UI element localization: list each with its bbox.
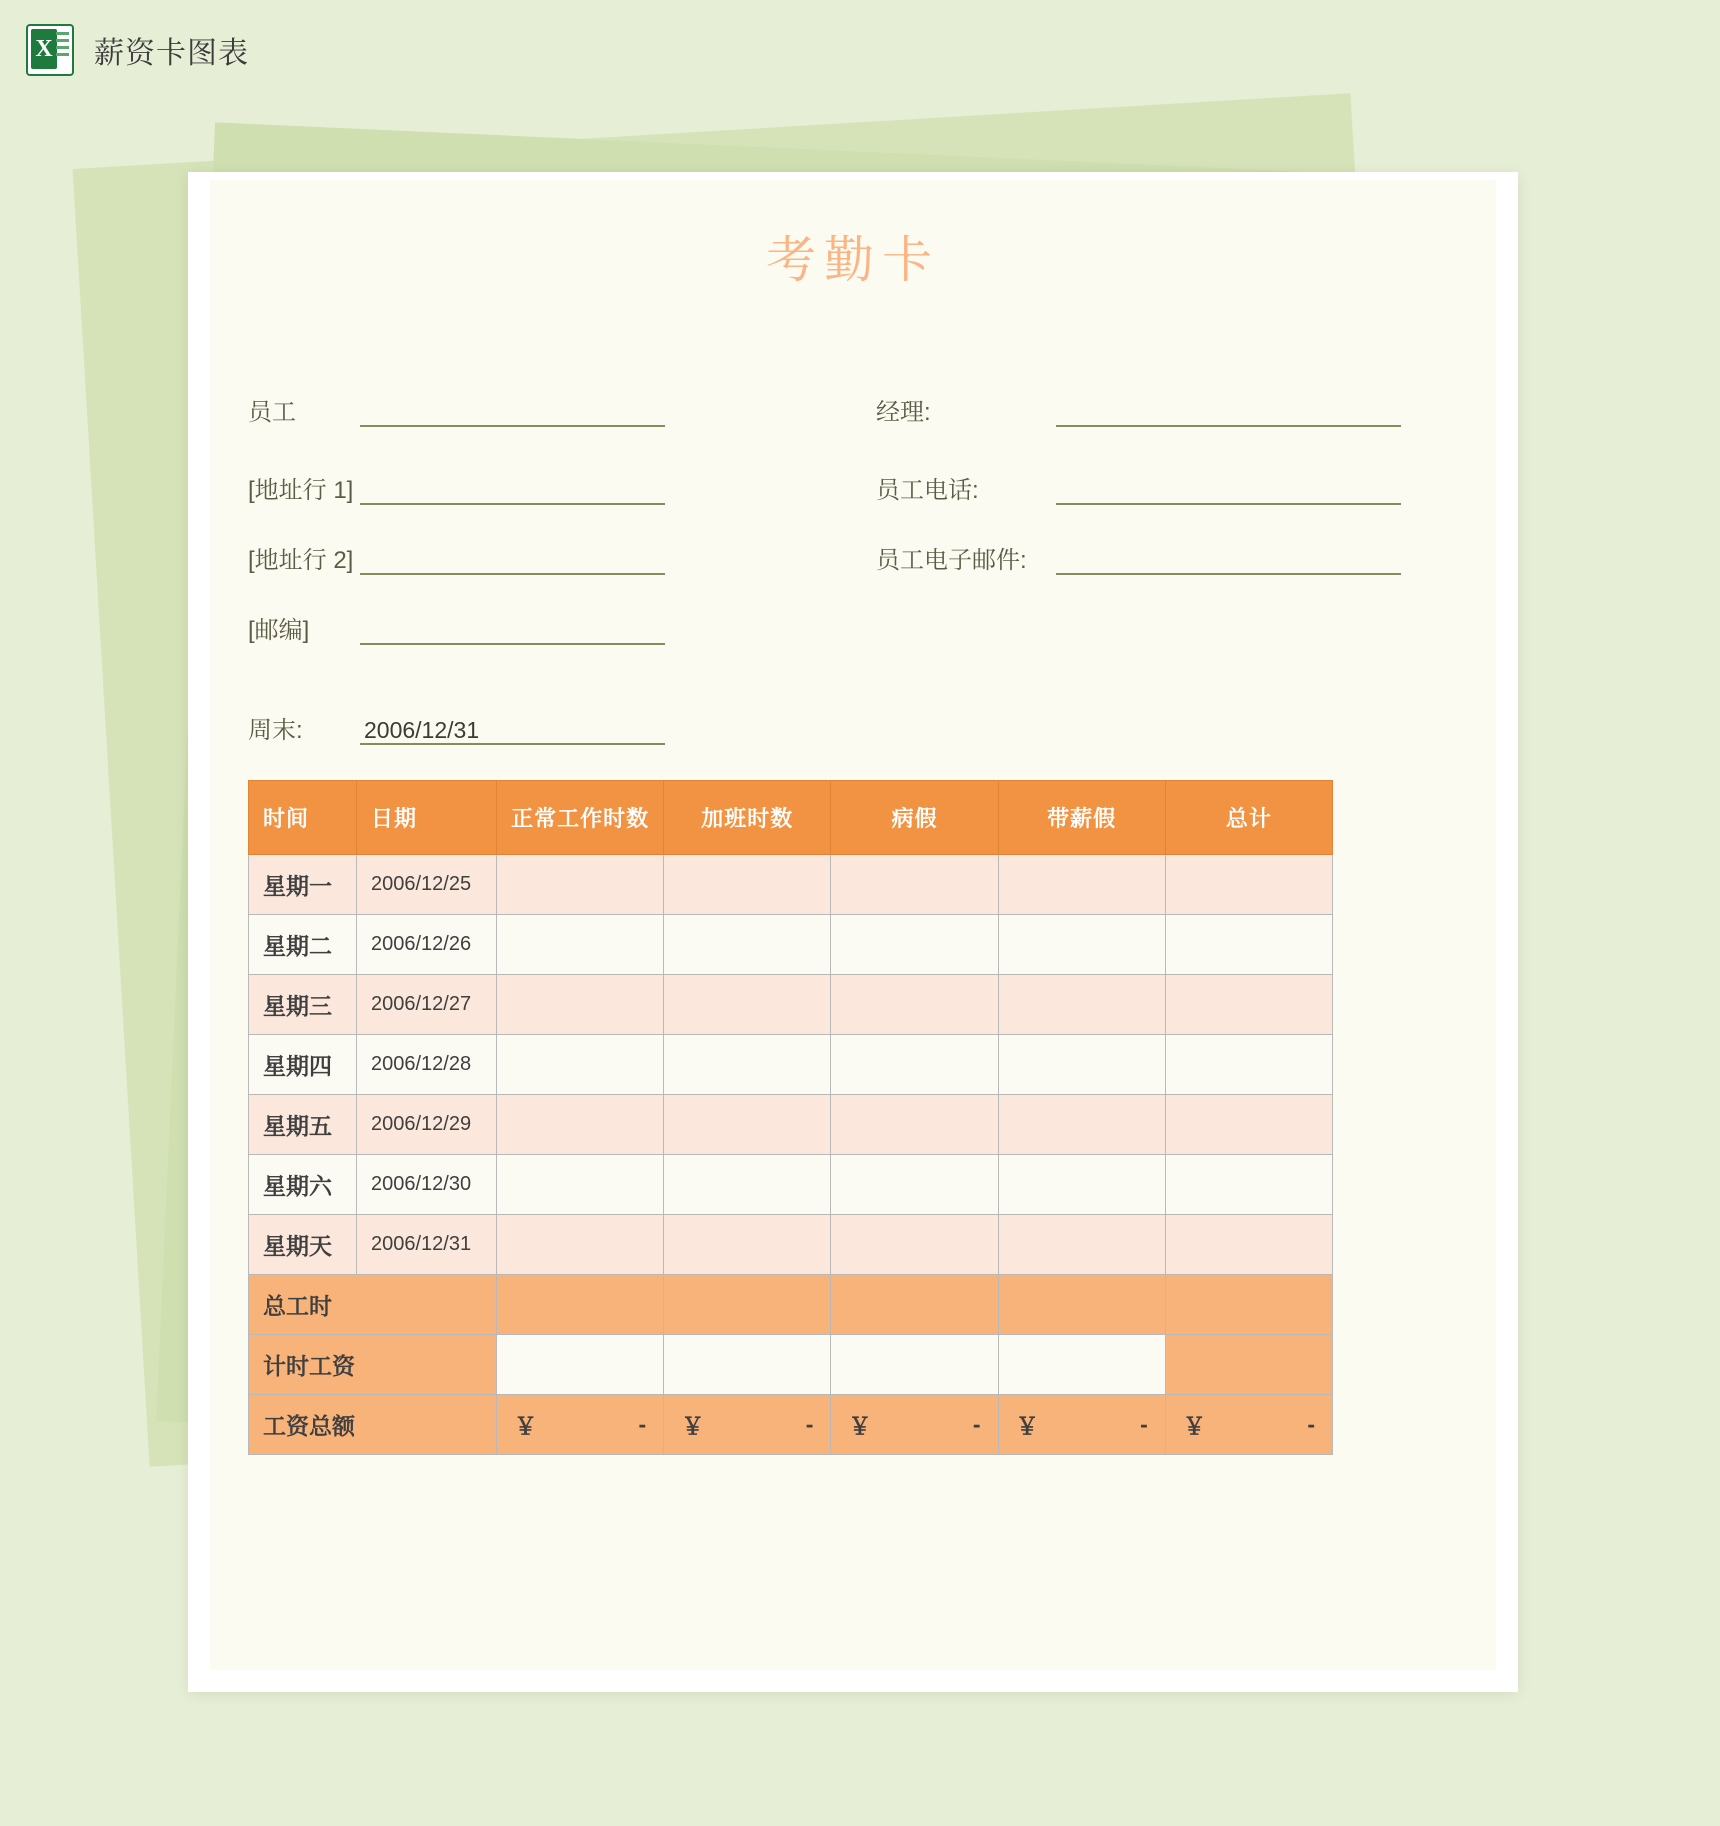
page-title: 薪资卡图表: [94, 37, 249, 70]
table-body: [249, 855, 1333, 1455]
email-input[interactable]: [1056, 545, 1401, 575]
email-value: [1056, 547, 1060, 573]
table-header-row: [249, 781, 1333, 855]
row-day: 星期四: [249, 1035, 357, 1095]
weekend-label: 周末:: [248, 717, 303, 744]
row-day: 星期一: [249, 855, 357, 915]
total-wage-regular: [497, 1395, 664, 1455]
row-date: 2006/12/30: [357, 1155, 497, 1215]
excel-file-icon: [26, 24, 74, 76]
row-day: 星期六: [249, 1155, 357, 1215]
header-time: 时间: [249, 781, 357, 855]
amount-dash: -: [638, 1411, 647, 1437]
field-zip: [248, 610, 665, 645]
cell-regular[interactable]: [497, 855, 664, 915]
table-row: [249, 855, 1333, 915]
table-header: [249, 781, 1333, 855]
amount-dash: -: [972, 1411, 981, 1437]
hourly-wage-paid[interactable]: [998, 1335, 1165, 1395]
total-hours-total: [1165, 1275, 1332, 1335]
cell-sick[interactable]: [831, 1155, 998, 1215]
hourly-wage-label: 计时工资: [249, 1335, 497, 1395]
cell-sick[interactable]: [831, 1215, 998, 1275]
row-date: 2006/12/25: [357, 855, 497, 915]
field-address2: [248, 540, 665, 575]
hourly-wage-sick[interactable]: [831, 1335, 998, 1395]
document-content: [210, 180, 1496, 1670]
amount-dash: -: [805, 1411, 814, 1437]
total-wage-row: [249, 1395, 1333, 1455]
header-paid-leave: 带薪假: [998, 781, 1165, 855]
employee-form: [210, 392, 1496, 762]
hourly-wage-overtime[interactable]: [664, 1335, 831, 1395]
field-email: [876, 540, 1401, 575]
total-wage-sick: [831, 1395, 998, 1455]
total-hours-paid: [998, 1275, 1165, 1335]
zip-label: [邮编]: [248, 617, 310, 644]
cell-total[interactable]: [1165, 975, 1332, 1035]
row-day: 星期天: [249, 1215, 357, 1275]
cell-regular[interactable]: [497, 1215, 664, 1275]
cell-paid[interactable]: [998, 855, 1165, 915]
document-title: 考勤卡: [766, 231, 940, 289]
cell-regular[interactable]: [497, 1155, 664, 1215]
manager-value: [1056, 399, 1060, 425]
cell-total[interactable]: [1165, 1035, 1332, 1095]
zip-input[interactable]: [360, 615, 665, 645]
hourly-wage-total: [1165, 1335, 1332, 1395]
row-date: 2006/12/29: [357, 1095, 497, 1155]
total-hours-overtime: [664, 1275, 831, 1335]
table-row: [249, 1095, 1333, 1155]
table-row: [249, 1035, 1333, 1095]
field-weekend: [248, 710, 665, 745]
cell-total[interactable]: [1165, 1215, 1332, 1275]
currency-symbol: ￥: [1182, 1413, 1206, 1439]
document-sheet: [188, 172, 1518, 1692]
currency-symbol: ￥: [681, 1413, 705, 1439]
row-date: 2006/12/26: [357, 915, 497, 975]
currency-symbol: ￥: [848, 1413, 872, 1439]
table-row: [249, 1215, 1333, 1275]
address2-label: [地址行 2]: [248, 547, 354, 574]
app-header: [0, 0, 1720, 100]
employee-label: 员工: [248, 399, 296, 426]
address1-value: [360, 477, 364, 503]
total-hours-regular: [497, 1275, 664, 1335]
cell-sick[interactable]: [831, 855, 998, 915]
table-row: [249, 975, 1333, 1035]
cell-sick[interactable]: [831, 1035, 998, 1095]
header-sick-leave: 病假: [831, 781, 998, 855]
header-overtime-hours: 加班时数: [664, 781, 831, 855]
total-wage-overtime: [664, 1395, 831, 1455]
row-date: 2006/12/28: [357, 1035, 497, 1095]
row-day: 星期三: [249, 975, 357, 1035]
hourly-wage-row: [249, 1335, 1333, 1395]
address1-label: [地址行 1]: [248, 477, 354, 504]
row-day: 星期五: [249, 1095, 357, 1155]
header-date: 日期: [357, 781, 497, 855]
weekend-input[interactable]: [360, 715, 665, 745]
total-wage-paid: [998, 1395, 1165, 1455]
employee-input[interactable]: [360, 397, 665, 427]
email-label: 员工电子邮件:: [876, 547, 1027, 574]
total-hours-sick: [831, 1275, 998, 1335]
phone-value: [1056, 477, 1060, 503]
zip-value: [360, 617, 364, 643]
field-employee: [248, 392, 665, 427]
field-manager: [876, 392, 1401, 427]
phone-label: 员工电话:: [876, 477, 979, 504]
total-hours-row: [249, 1275, 1333, 1335]
cell-regular[interactable]: [497, 975, 664, 1035]
row-date: 2006/12/31: [357, 1215, 497, 1275]
total-wage-total: [1165, 1395, 1332, 1455]
excel-icon-lines: [56, 32, 69, 68]
field-phone: [876, 470, 1401, 505]
cell-sick[interactable]: [831, 1095, 998, 1155]
field-address1: [248, 470, 665, 505]
total-wage-label: 工资总额: [249, 1395, 497, 1455]
cell-total[interactable]: [1165, 1095, 1332, 1155]
cell-total[interactable]: [1165, 915, 1332, 975]
cell-paid[interactable]: [998, 1095, 1165, 1155]
manager-input[interactable]: [1056, 397, 1401, 427]
cell-regular[interactable]: [497, 915, 664, 975]
currency-symbol: ￥: [514, 1413, 537, 1439]
cell-total[interactable]: [1165, 1155, 1332, 1215]
cell-total[interactable]: [1165, 855, 1332, 915]
cell-overtime[interactable]: [664, 855, 831, 915]
cell-paid[interactable]: [998, 1215, 1165, 1275]
manager-label: 经理:: [876, 399, 931, 426]
header-total: 总计: [1165, 781, 1332, 855]
table-row: [249, 915, 1333, 975]
address1-input[interactable]: [360, 475, 665, 505]
timecard-table: [248, 780, 1333, 1455]
cell-paid[interactable]: [998, 1035, 1165, 1095]
cell-overtime[interactable]: [664, 1155, 831, 1215]
weekend-value: 2006/12/31: [364, 717, 480, 743]
currency-symbol: ￥: [1015, 1413, 1039, 1439]
cell-overtime[interactable]: [664, 1095, 831, 1155]
phone-input[interactable]: [1056, 475, 1401, 505]
cell-paid[interactable]: [998, 1155, 1165, 1215]
cell-sick[interactable]: [831, 915, 998, 975]
table-row: [249, 1155, 1333, 1215]
cell-overtime[interactable]: [664, 1215, 831, 1275]
header-regular-hours: 正常工作时数: [497, 781, 664, 855]
address2-input[interactable]: [360, 545, 665, 575]
total-hours-label: 总工时: [249, 1275, 497, 1335]
cell-paid[interactable]: [998, 915, 1165, 975]
row-day: 星期二: [249, 915, 357, 975]
timecard-table-wrap: [248, 780, 1333, 1455]
cell-overtime[interactable]: [664, 1035, 831, 1095]
address2-value: [360, 547, 364, 573]
cell-overtime[interactable]: [664, 975, 831, 1035]
hourly-wage-regular[interactable]: [497, 1335, 664, 1395]
row-date: 2006/12/27: [357, 975, 497, 1035]
amount-dash: -: [1307, 1411, 1315, 1437]
cell-sick[interactable]: [831, 975, 998, 1035]
cell-regular[interactable]: [497, 1035, 664, 1095]
amount-dash: -: [1140, 1411, 1148, 1437]
cell-overtime[interactable]: [664, 915, 831, 975]
employee-value: [360, 399, 364, 425]
cell-paid[interactable]: [998, 975, 1165, 1035]
cell-regular[interactable]: [497, 1095, 664, 1155]
